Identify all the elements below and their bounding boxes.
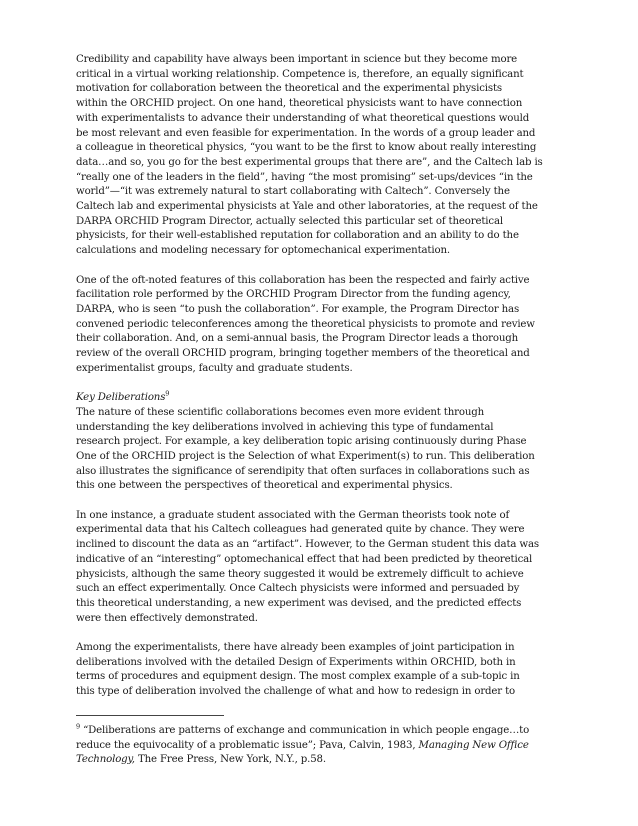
footnote-divider	[76, 715, 224, 716]
paragraph-experimentalists: Among the experimentalists, there have already been examples of joint participation in deliberations involved with the detailed Design of Experiments within ORCHID, both in terms of procedures and equipment design. The most complex example of a sub-topic in this type of deliberation involved the challenge of what and how to redesign in order to	[76, 642, 520, 698]
paragraph-nature: The nature of these scientific collaborations becomes even more evident through understanding the key deliberations involved in achieving this type of fundamental research project. For example, a key deliberation topic arising continuously during Phase One of the ORCHID project is the Selection of what Experiment(s) to run. This deliberation also illustrates the significance of serendipity that often surfaces in collaborations such as this one between the perspectives of theoretical and experimental physics.	[76, 406, 535, 492]
footnote-reference[interactable]: 9	[165, 389, 170, 398]
section-heading-text: Key Deliberations	[76, 392, 166, 404]
paragraph-facilitation: One of the oft-noted features of this collaboration has been the respected and fairly active facilitation role performed by the ORCHID Program Director from the funding agency, DARPA, who is seen “to push the collaboration”. For example, the Program Director has convened periodic teleconferences among the theoretical physicists to promote and review their collaboration. And, on a semi-annual basis, the Program Director leads a thorough review of the overall ORCHID program, bringing together members of the theoretical and experimentalist groups, faculty and graduate students.	[76, 274, 535, 374]
section-heading	[76, 391, 568, 406]
footnote-number: 9	[76, 722, 80, 731]
footnote	[76, 724, 568, 768]
paragraph-instance: In one instance, a graduate student associated with the German theorists took note of experimental data that his Caltech colleagues had generated quite by chance. They were inclined to discount the data as an “artifact”. However, to the German student this data was indicative of an “interesting” optomechanical effect that had been predicted by theoretical physicists, although the same theory suggested it would be extremely difficult to achieve such an effect experimentally. Once Caltech physicists were informed and persuaded by this theoretical understanding, a new experiment was devised, and the predicted effects were then effectively demonstrated.	[76, 509, 539, 624]
footnote-book-title: Managing New Office Technology,	[76, 739, 529, 765]
body-text	[76, 53, 568, 715]
paragraph-credibility: Credibility and capability have always been important in science but they become more critical in a virtual working relationship. Competence is, therefore, an equally significant motivation for collaboration between the theoretical and the experimental physicists within the ORCHID project. On one hand, theoretical physicists want to have connection with experimentalists to advance their understanding of what theoretical questions would be most relevant and even feasible for experimentation. In the words of a group leader and a colleague in theoretical physics, “you want to be the first to know about really interesting data…and so, you go for the best experimental groups that there are”, and the Caltech lab is “really one of the leaders in the field”, having “the most promising” set-ups/devices “in the world”—“it was extremely natural to start collaborating with Caltech”. Conversely the Caltech lab and experimental physicists at Yale and other laboratories, at the request of the DARPA ORCHID Program Director, actually selected this particular set of theoretical physicists, for their well-established reputation for collaboration and an ability to do the calculations and modeling necessary for optomechanical experimentation.	[76, 54, 543, 257]
footnote-text-before: “Deliberations are patterns of exchange and communication in which people engage…to reduce the equivocality of a problematic issue”; Pava, Calvin, 1983,	[76, 725, 530, 751]
footnote-text-after: The Free Press, New York, N.Y., p.58.	[134, 754, 326, 765]
